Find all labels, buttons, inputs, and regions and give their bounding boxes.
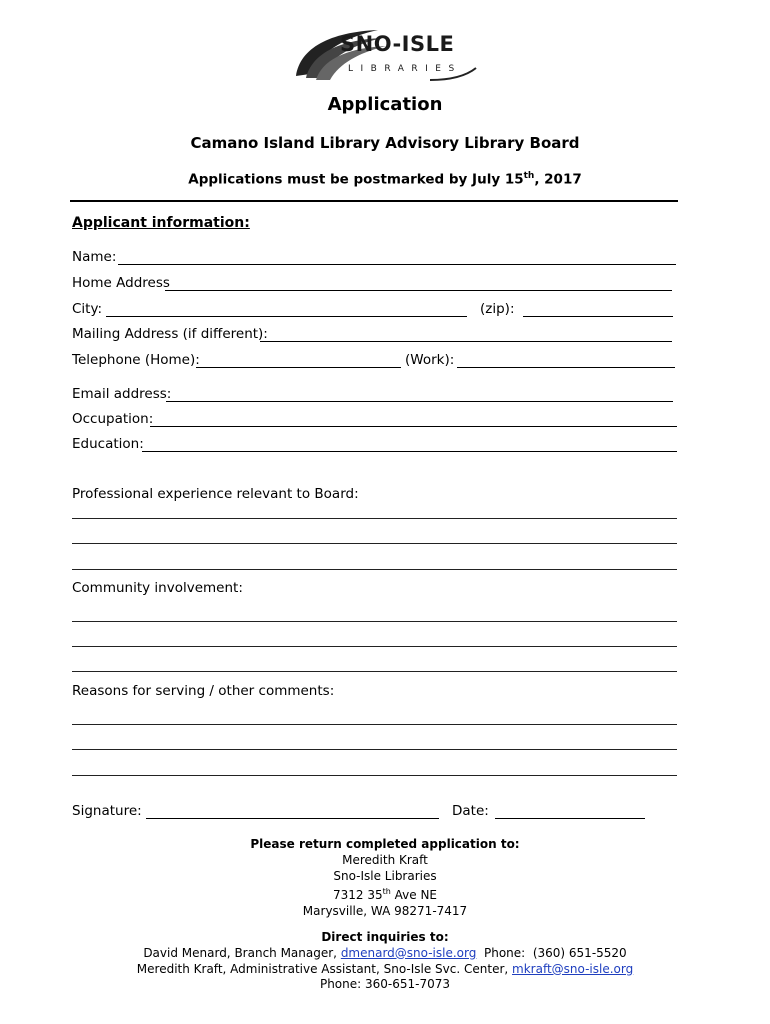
page-title: Application <box>327 94 443 115</box>
occupation-field[interactable] <box>150 426 677 427</box>
education-label: Education: <box>72 436 144 452</box>
community-line-1[interactable] <box>72 621 677 622</box>
deadline-suffix: , 2017 <box>534 171 582 188</box>
telephone-work-label: (Work): <box>405 352 455 368</box>
return-city: Marysville, WA 98271-7417 <box>302 904 468 919</box>
zip-field[interactable] <box>523 316 673 317</box>
community-involvement-label: Community involvement: <box>72 580 243 596</box>
city-label: City: <box>72 301 103 317</box>
deadline-notice <box>0 171 770 188</box>
home-address-label: Home Address <box>72 275 170 291</box>
return-name: Meredith Kraft <box>342 852 428 867</box>
mailing-address-label: Mailing Address (if different): <box>72 326 268 342</box>
return-heading: Please return completed application to: <box>250 837 520 851</box>
contact-1-name: David Menard, Branch Manager, <box>143 945 341 960</box>
name-field[interactable] <box>118 264 676 265</box>
education-field[interactable] <box>142 451 677 452</box>
mailing-address-field[interactable] <box>260 341 672 342</box>
sno-isle-logo <box>290 26 480 92</box>
inquiries-heading: Direct inquiries to: <box>321 930 449 944</box>
inquiries-info <box>0 930 770 993</box>
return-street <box>0 884 770 904</box>
board-name: Camano Island Library Advisory Library Board <box>190 134 580 152</box>
reasons-line-2[interactable] <box>72 749 677 750</box>
telephone-work-field[interactable] <box>457 367 675 368</box>
professional-experience-line-2[interactable] <box>72 543 677 544</box>
return-info <box>0 837 770 920</box>
occupation-label: Occupation: <box>72 411 154 427</box>
return-org: Sno-Isle Libraries <box>333 868 437 883</box>
contact-1-email-link[interactable]: dmenard@sno-isle.org <box>340 945 477 960</box>
logo-name: SNO-ISLE <box>340 32 455 56</box>
contact-2-name: Meredith Kraft, Administrative Assistant, Sno-Isle Svc. Center, <box>136 961 513 976</box>
community-line-3[interactable] <box>72 671 677 672</box>
zip-label: (zip): <box>480 301 515 317</box>
section-heading: Applicant information: <box>72 215 250 231</box>
deadline-prefix: Applications must be postmarked by July 15 <box>188 171 524 188</box>
telephone-home-label: Telephone (Home): <box>72 352 200 368</box>
reasons-line-3[interactable] <box>72 775 677 776</box>
community-line-2[interactable] <box>72 646 677 647</box>
date-field[interactable] <box>495 818 645 819</box>
name-label: Name: <box>72 249 117 265</box>
contact-2-email-link[interactable]: mkraft@sno-isle.org <box>512 961 634 976</box>
return-street-prefix: 7312 35 <box>332 888 383 903</box>
reasons-label: Reasons for serving / other comments: <box>72 683 335 699</box>
signature-field[interactable] <box>146 818 439 819</box>
header-divider <box>70 200 678 202</box>
date-label: Date: <box>452 803 489 819</box>
reasons-line-1[interactable] <box>72 724 677 725</box>
contact-1-phone: Phone: (360) 651-5520 <box>476 945 627 960</box>
contact-1 <box>0 946 770 962</box>
return-street-suffix: Ave NE <box>390 888 438 903</box>
professional-experience-line-3[interactable] <box>72 569 677 570</box>
telephone-home-field[interactable] <box>196 367 401 368</box>
contact-2 <box>0 962 770 978</box>
deadline-sup: th <box>523 171 535 181</box>
signature-label: Signature: <box>72 803 142 819</box>
home-address-field[interactable] <box>165 290 672 291</box>
professional-experience-line-1[interactable] <box>72 518 677 519</box>
email-field[interactable] <box>166 401 673 402</box>
contact-2-phone: Phone: 360-651-7073 <box>319 977 451 992</box>
professional-experience-label: Professional experience relevant to Board: <box>72 486 359 502</box>
email-label: Email address: <box>72 386 172 402</box>
logo-subtitle: LIBRARIES <box>348 64 462 74</box>
city-field[interactable] <box>106 316 467 317</box>
return-street-sup: th <box>382 887 391 897</box>
